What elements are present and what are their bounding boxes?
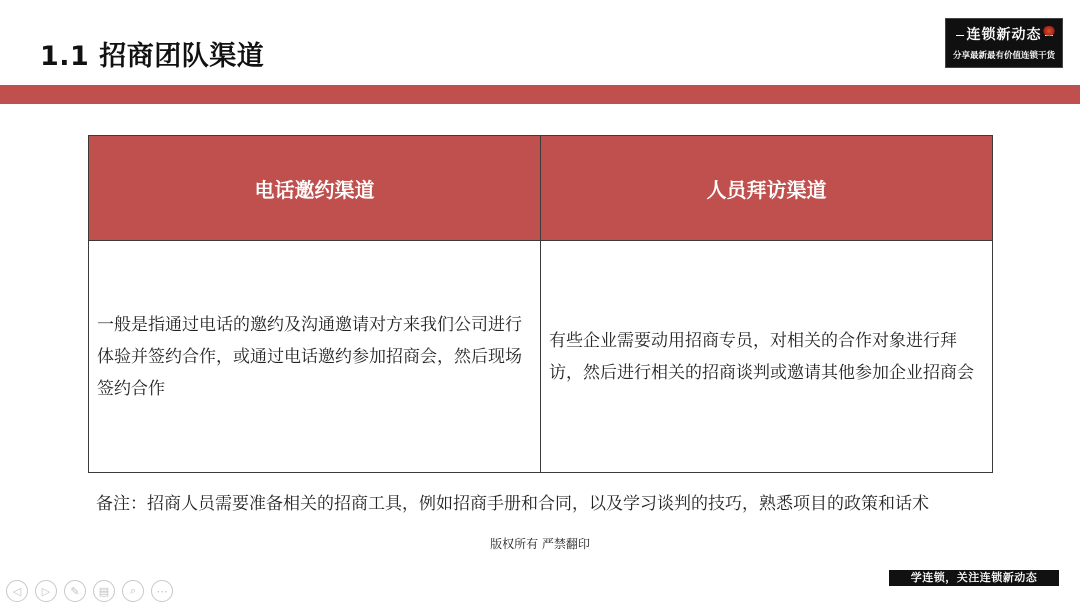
cell-phone-invitation: 一般是指通过电话的邀约及沟通邀请对方来我们公司进行体验并签约合作，或通过电话邀约参加招商会，然后现场签约合作 [89, 241, 541, 473]
title-accent-bar [0, 85, 1080, 104]
brand-logo [945, 18, 1063, 68]
slide-title: 1.1 招商团队渠道 [40, 41, 265, 72]
logo-main-text: 连锁新动态 [946, 24, 1062, 44]
table-header-row [89, 136, 993, 241]
note-text: 备注：招商人员需要准备相关的招商工具，例如招商手册和合同，以及学习谈判的技巧，熟悉项目的政策和话术 [96, 494, 929, 514]
more-options-icon[interactable]: ⋯ [151, 580, 173, 602]
header-phone-invitation: 电话邀约渠道 [89, 136, 541, 241]
slideshow-controls [6, 580, 173, 602]
table-row [89, 241, 993, 473]
cell-personal-visit: 有些企业需要动用招商专员，对相关的合作对象进行拜访，然后进行相关的招商谈判或邀请其他参加企业招商会 [541, 241, 993, 473]
logo-sub-text: 分享最新最有价值连锁干货 [952, 51, 1055, 61]
channel-table [88, 135, 993, 473]
copyright-text: 版权所有 严禁翻印 [490, 537, 590, 551]
previous-slide-icon[interactable]: ◁ [6, 580, 28, 602]
header-personal-visit: 人员拜访渠道 [541, 136, 993, 241]
footer-banner: 学连锁，关注连锁新动态 [889, 570, 1059, 586]
pen-icon[interactable]: ✎ [64, 580, 86, 602]
next-slide-icon[interactable]: ▷ [35, 580, 57, 602]
zoom-icon[interactable]: ⌕ [122, 580, 144, 602]
logo-flame-icon [1042, 26, 1056, 36]
slides-overview-icon[interactable]: ▤ [93, 580, 115, 602]
